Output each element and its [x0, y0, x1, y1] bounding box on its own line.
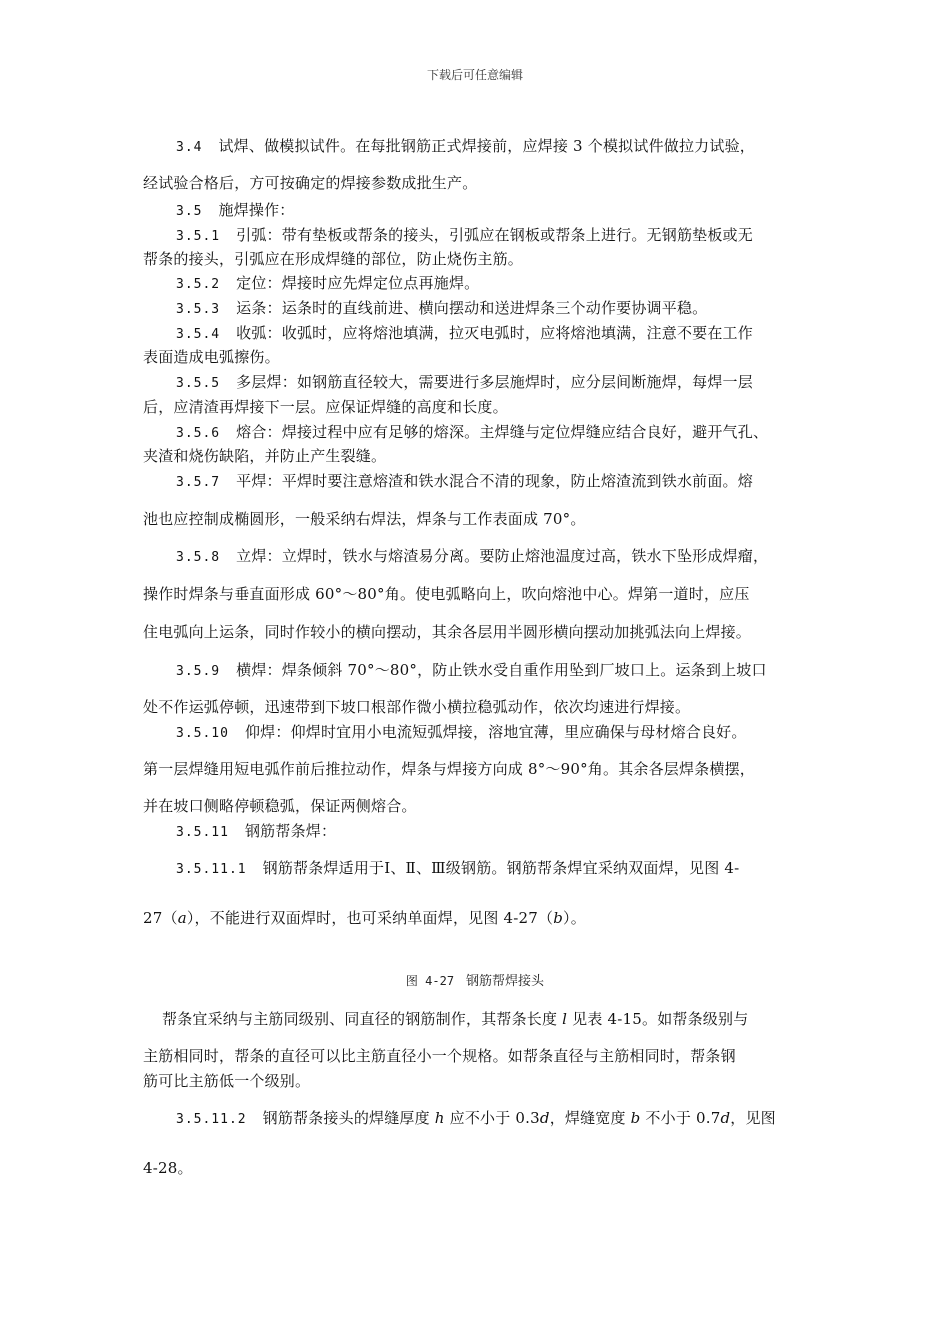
para-line: 表面造成电弧擦伤。: [143, 348, 280, 366]
para-3-5-5: [176, 372, 856, 394]
para-text: 定位：焊接时应先焊定位点再施焊。: [236, 274, 480, 292]
section-number: 3.5.11.2: [176, 1112, 247, 1127]
para-line: 第一层焊缝用短电弧作前后推拉动作，焊条与焊接方向成 8°～90°角。其余各层焊条横摆，: [143, 760, 756, 778]
section-number: 3.5.8: [176, 550, 221, 565]
para-text: 引弧：带有垫板或帮条的接头，引弧应在钢板或帮条上进行。无钢筋垫板或无: [236, 226, 753, 244]
para-line: 夹渣和烧伤缺陷，并防止产生裂缝。: [143, 447, 387, 465]
text-run: ），不能进行双面焊时，也可采纳单面焊，见图 4-27（: [186, 909, 554, 927]
para-line: 筋可比主筋低一个级别。: [143, 1072, 311, 1090]
text-run: 27（: [143, 909, 178, 927]
para-text: 运条：运条时的直线前进、横向摆动和送进焊条三个动作要协调平稳。: [236, 299, 708, 317]
figure-caption: [0, 970, 950, 989]
para-text: 施焊操作：: [218, 201, 295, 219]
para-line: 帮条的接头，引弧应在形成焊缝的部位，防止烧伤主筋。: [143, 250, 524, 268]
section-number: 3.5.4: [176, 327, 221, 342]
para-line: 经试验合格后，方可按确定的焊接参数成批生产。: [143, 174, 478, 192]
caption-text: 钢筋帮焊接头: [466, 974, 545, 989]
para-3-5-11-1: [176, 858, 856, 880]
para-text: 熔合：焊接过程中应有足够的熔深。主焊缝与定位焊缝应结合良好，避开气孔、: [236, 423, 769, 441]
para-line: 并在坡口侧略停顿稳弧，保证两侧熔合。: [143, 797, 417, 815]
para-text: 钢筋帮条焊适用于Ⅰ、Ⅱ、Ⅲ级钢筋。钢筋帮条焊宜采纳双面焊，见图 4-: [262, 859, 740, 877]
para-text: 平焊：平焊时要注意熔渣和铁水混合不清的现象，防止熔渣流到铁水前面。熔: [236, 472, 753, 490]
para-line: 主筋相同时，帮条的直径可以比主筋直径小一个规格。如帮条直径与主筋相同时，帮条钢: [143, 1047, 736, 1065]
page-header: 下载后可任意编辑: [426, 68, 523, 82]
para-text: 钢筋帮条焊：: [244, 822, 337, 840]
para-3-5-4: [176, 323, 856, 345]
para-line: [143, 908, 823, 928]
italic-text: h: [434, 1109, 445, 1127]
para-3-5-9: [176, 660, 856, 682]
para-text: 立焊：立焊时，铁水与熔渣易分离。要防止熔池温度过高，铁水下坠形成焊瘤，: [236, 547, 769, 565]
para-3-5-3: [176, 298, 856, 320]
para-text: 试焊、做模拟试件。在每批钢筋正式焊接前，应焊接 3 个模拟试件做拉力试验，: [218, 137, 755, 155]
para-3-5-8: [176, 546, 856, 568]
para-line: 操作时焊条与垂直面形成 60°～80°角。使电弧略向上，吹向熔池中心。焊第一道时，应压: [143, 585, 750, 603]
text-run: ，焊缝宽度: [549, 1109, 631, 1127]
para-line: 住电弧向上运条，同时作较小的横向摆动，其余各层用半圆形横向摆动加挑弧法向上焊接。: [143, 623, 752, 641]
italic-text: b: [553, 909, 564, 927]
para-3-5-2: [176, 273, 856, 295]
text-run: 应不小于 0.3: [444, 1109, 540, 1127]
section-number: 3.5.10: [176, 726, 229, 741]
text-run: 见表 4-15。如帮条级别与: [567, 1010, 749, 1028]
section-number: 3.5.11: [176, 825, 229, 840]
para-text: 仰焊：仰焊时宜用小电流短弧焊接，溶地宜薄，里应确保与母材熔合良好。: [244, 723, 747, 741]
text-run: ，见图: [730, 1109, 776, 1127]
para-line: 处不作运弧停顿，迅速带到下坡口根部作微小横拉稳弧动作，依次均速进行焊接。: [143, 698, 691, 716]
para-3-5-10: [176, 722, 856, 744]
italic-text: b: [630, 1109, 641, 1127]
para-line: [162, 1009, 842, 1029]
figure-number: 图 4-27: [405, 974, 455, 988]
section-number: 3.5.9: [176, 664, 221, 679]
para-text: 多层焊：如钢筋直径较大，需要进行多层施焊时，应分层间断施焊，每焊一层: [236, 373, 753, 391]
para-3-5-6: [176, 422, 856, 444]
section-number: 3.5.2: [176, 277, 221, 292]
para-text: 收弧：收弧时，应将熔池填满，拉灭电弧时，应将熔池填满，注意不要在工作: [236, 324, 753, 342]
text-run: 不小于 0.7: [640, 1109, 721, 1127]
section-number: 3.5.6: [176, 426, 221, 441]
para-line: 4-28。: [143, 1159, 193, 1177]
italic-text: a: [177, 909, 187, 927]
text-run: ）。: [563, 909, 586, 927]
text-run: 钢筋帮条接头的焊缝厚度: [262, 1109, 435, 1127]
italic-text: d: [539, 1109, 550, 1127]
section-number: 3.4: [176, 140, 203, 155]
text-run: 帮条宜采纳与主筋同级别、同直径的钢筋制作，其帮条长度: [162, 1010, 563, 1028]
italic-text: l: [562, 1010, 568, 1028]
para-line: 后，应清渣再焊接下一层。应保证焊缝的高度和长度。: [143, 398, 508, 416]
para-3-5-7: [176, 471, 856, 493]
para-3-5-1: [176, 225, 856, 247]
para-3-5-11-2: [176, 1108, 856, 1130]
para-3-5: [176, 200, 856, 222]
section-number: 3.5: [176, 204, 203, 219]
para-line: 池也应控制成椭圆形，一般采纳右焊法，焊条与工作表面成 70°。: [143, 510, 586, 528]
para-3-5-11: [176, 821, 856, 843]
section-number: 3.5.3: [176, 302, 221, 317]
section-number: 3.5.5: [176, 376, 221, 391]
section-number: 3.5.1: [176, 229, 221, 244]
section-number: 3.5.11.1: [176, 862, 247, 877]
para-text: 横焊：焊条倾斜 70°～80°，防止铁水受自重作用坠到厂坡口上。运条到上坡口: [236, 661, 767, 679]
italic-text: d: [720, 1109, 731, 1127]
para-3-4: [176, 136, 856, 158]
section-number: 3.5.7: [176, 475, 221, 490]
